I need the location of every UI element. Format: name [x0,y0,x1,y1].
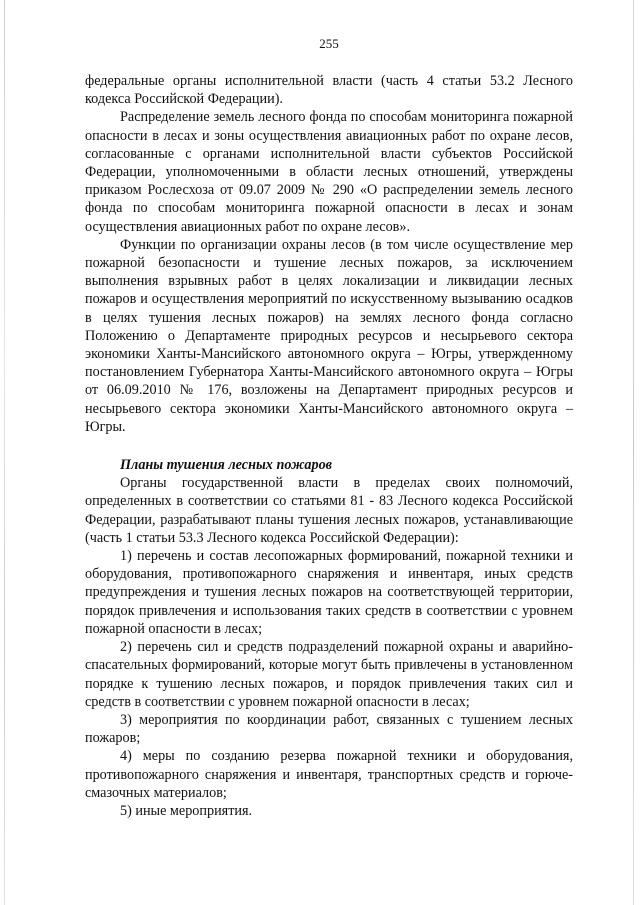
paragraph-continuation: федеральные органы исполнительной власти (часть 4 статьи 53.2 Лесного кодекса Российской Федерации). [85,73,573,108]
scan-edge-left [4,0,5,905]
list-item-3: 3) мероприятия по координации работ, связанных с тушением лесных пожаров; [85,711,573,747]
section-heading: Планы тушения лесных пожаров [120,457,333,474]
list-item-4: 4) меры по созданию резерва пожарной техники и оборудования, противопожарного снаряжения и инвентаря, транспортных средств и горюче-смазочных материалов; [85,748,573,801]
scan-edge-right [633,0,634,905]
list-item-1: 1) перечень и состав лесопожарных формирований, пожарной техники и оборудования, противопожарного снаряжения и инвентаря, иных средств предупреждения и тушения лесных пожаров на соответствующей территории, порядок привлечения и использования таких средств в соответствии с уровнем пожарной опасности в лесах; [85,548,573,637]
document-body [85,72,573,820]
page-number: 255 [319,36,339,51]
list-item-5: 5) иные мероприятия. [120,802,253,819]
document-page [85,36,573,820]
paragraph-forest-protection-functions: Функции по организации охраны лесов (в том числе осуществление мер пожарной безопасности и тушение лесных пожаров, за исключением выполнения взрывных работ в целях локализации и ликвидации лесных пожаров и осуществления мероприятий по искусственному вызыванию осадков в целях тушения лесных пожаров) на землях лесного фонда согласно Положению о Департаменте природных ресурсов и несырьевого сектора экономики Ханты-Мансийского автономного округа – Югры, утвержденному постановлением Губернатора Ханты-Мансийского автономного округа – Югры от 06.09.2010 № 176, возложены на Департамент природных ресурсов и несырьевого сектора экономики Ханты-Мансийского автономного округа – Югры. [85,236,573,435]
paragraph-fire-monitoring: Распределение земель лесного фонда по способам мониторинга пожарной опасности в лесах и зоны осуществления авиационных работ по охране лесов, согласованные с органами исполнительной власти субъектов Российской Федерации, уполномоченными в области лесных отношений, утверждены приказом Рослесхоза от 09.07 2009 № 290 «О распределении земель лесного фонда по способам мониторинга пожарной опасности в лесах и зонам осуществления авиационных работ по охране лесов». [85,109,573,235]
list-item-2: 2) перечень сил и средств подразделений пожарной охраны и аварийно-спасательных формирований, которые могут быть привлечены в установленном порядке к тушению лесных пожаров, и порядок привлечения таких сил и средств в соответствии с уровнем пожарной опасности в лесах; [85,639,573,710]
paragraph-plans-intro: Органы государственной власти в пределах своих полномочий, определенных в соответствии со статьями 81 - 83 Лесного кодекса Российской Федерации, разрабатывают планы тушения лесных пожаров, устанавливающие (часть 1 статьи 53.3 Лесного кодекса Российской Федерации): [85,475,573,546]
